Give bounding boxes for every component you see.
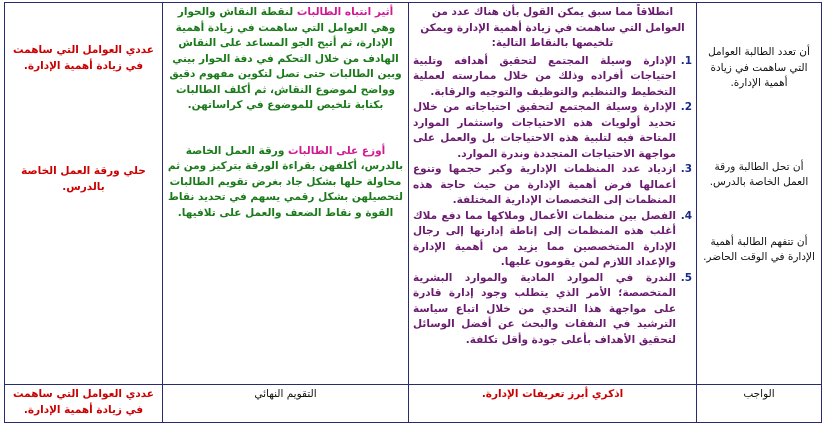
duties-label: الواجب	[697, 385, 822, 423]
point-number: 3.	[680, 163, 692, 175]
point-text: ازدياد عدد المنظمات الإدارية وكبر حجمها وتنوع أعمالها فرض أهمية الإدارة من حيث حاجة هذه المنظمات إلى التخصصات الإدارية المختلفة.	[413, 163, 676, 206]
point-number: 5.	[680, 271, 692, 284]
objective-1: أن تعدد الطالبة العوامل التي ساهمت في زيادة أهمية الإدارة.	[708, 46, 810, 89]
point-text: الندرة في الموارد المادية والموارد البشرية المتخصصة؛ الأمر الذي يتطلب وجود إدارة قادرة على مواجهة هذا التحدي من خلال اتباع سياسة الترشيد في النفقات والبحث عن أفضل الوسائل لتحقيق الأهداف بأعلى جودة وأقل تكلفة.	[413, 271, 676, 346]
content-point	[413, 54, 692, 101]
objective-3: أن تتفهم الطالبة أهمية الإدارة في الوقت الحاضر.	[703, 235, 815, 263]
evaluation-cell	[5, 3, 163, 385]
footer-row	[5, 385, 822, 423]
evaluation-1: عددي العوامل التي ساهمت في زيادة أهمية الإدارة.	[13, 44, 154, 72]
duties-text: اذكري أبرز تعريفات الإدارة.	[409, 385, 697, 423]
activities-cell	[163, 3, 409, 385]
main-row	[5, 3, 822, 385]
activity-1-highlight: أثير انتباه الطالبات	[296, 6, 394, 18]
content-points-list	[413, 54, 692, 349]
evaluation-2: حلي ورقة العمل الخاصة بالدرس.	[21, 165, 146, 193]
content-point	[413, 271, 692, 349]
objectives-cell	[697, 3, 822, 385]
point-number: 4.	[680, 209, 692, 222]
content-point	[413, 162, 692, 209]
activity-worksheet	[167, 144, 404, 222]
objective-2: أن تحل الطالبة ورقة العمل الخاصة بالدرس.	[709, 160, 809, 188]
point-text: الفصل بين منظمات الأعمال وملاكها مما دفع ملاك أغلب هذه المنظمات إلى إناطة إدارتها إلى رجال الإدارة المتخصصين مما يزيد من أهمية الإدارة والإعداد اللازم لمن يقومون عليها.	[413, 209, 676, 268]
lesson-plan-table	[4, 2, 822, 423]
final-evaluation-text: عددي العوامل التي ساهمت في زيادة أهمية الإدارة.	[5, 385, 163, 423]
activity-discussion	[167, 5, 404, 114]
activity-2-text: ورقة العمل الخاصة بالدرس، أكلفهن بقراءة الورقة بتركيز ومن ثم محاولة حلها بشكل جاد بغرض تقويم الطالبات لتحصيلهن بشكل رقمي يسهم في تحديد نقاط القوة و نقاط الضعف والعمل على تلافيها.	[167, 144, 404, 219]
activity-2-highlight: أوزع على الطالبات	[288, 144, 386, 157]
point-number: 1.	[680, 54, 692, 67]
point-text: الإدارة وسيلة المجتمع لتحقيق احتياجاته من خلال تحديد أولويات هذه الاحتياجات واستثمار الموارد المتاحة فيه لتلبية هذه الاحتياجات بل والعمل على مواجهة الاحتياجات المتجددة وندرة الموارد.	[413, 101, 676, 160]
point-text: الإدارة وسيلة المجتمع لتحقيق أهدافه وتلبية احتياجات أفراده وذلك من خلال ممارسته لعملية التخطيط والتنظيم والتوظيف والتوجيه والرقابة.	[413, 54, 676, 98]
content-intro: انطلاقاً مما سبق يمكن القول بأن هناك عدد من العوامل التي ساهمت في زيادة أهمية الإدارة ويمكن تلخيصها بالنقاط التالية:	[420, 6, 685, 49]
activity-1-text: لنقطة النقاش والحوار وهي العوامل التي ساهمت في زيادة أهمية الإدارة، ثم أتيح الجو المساعد على النقاش الهادف من خلال التحكم في دفة الحوار بيني وبين الطالبات حتى تصل لتكوين مفهوم دقيق وواضح لموضوع النقاش، ثم أكلف الطالبات بكتابة تلخيص للموضوع في كراساتهن.	[169, 6, 402, 111]
point-number: 2.	[680, 101, 692, 113]
content-cell	[409, 3, 697, 385]
content-point	[413, 100, 692, 162]
content-point	[413, 209, 692, 271]
final-evaluation-label: التقويم النهائي	[163, 385, 409, 423]
